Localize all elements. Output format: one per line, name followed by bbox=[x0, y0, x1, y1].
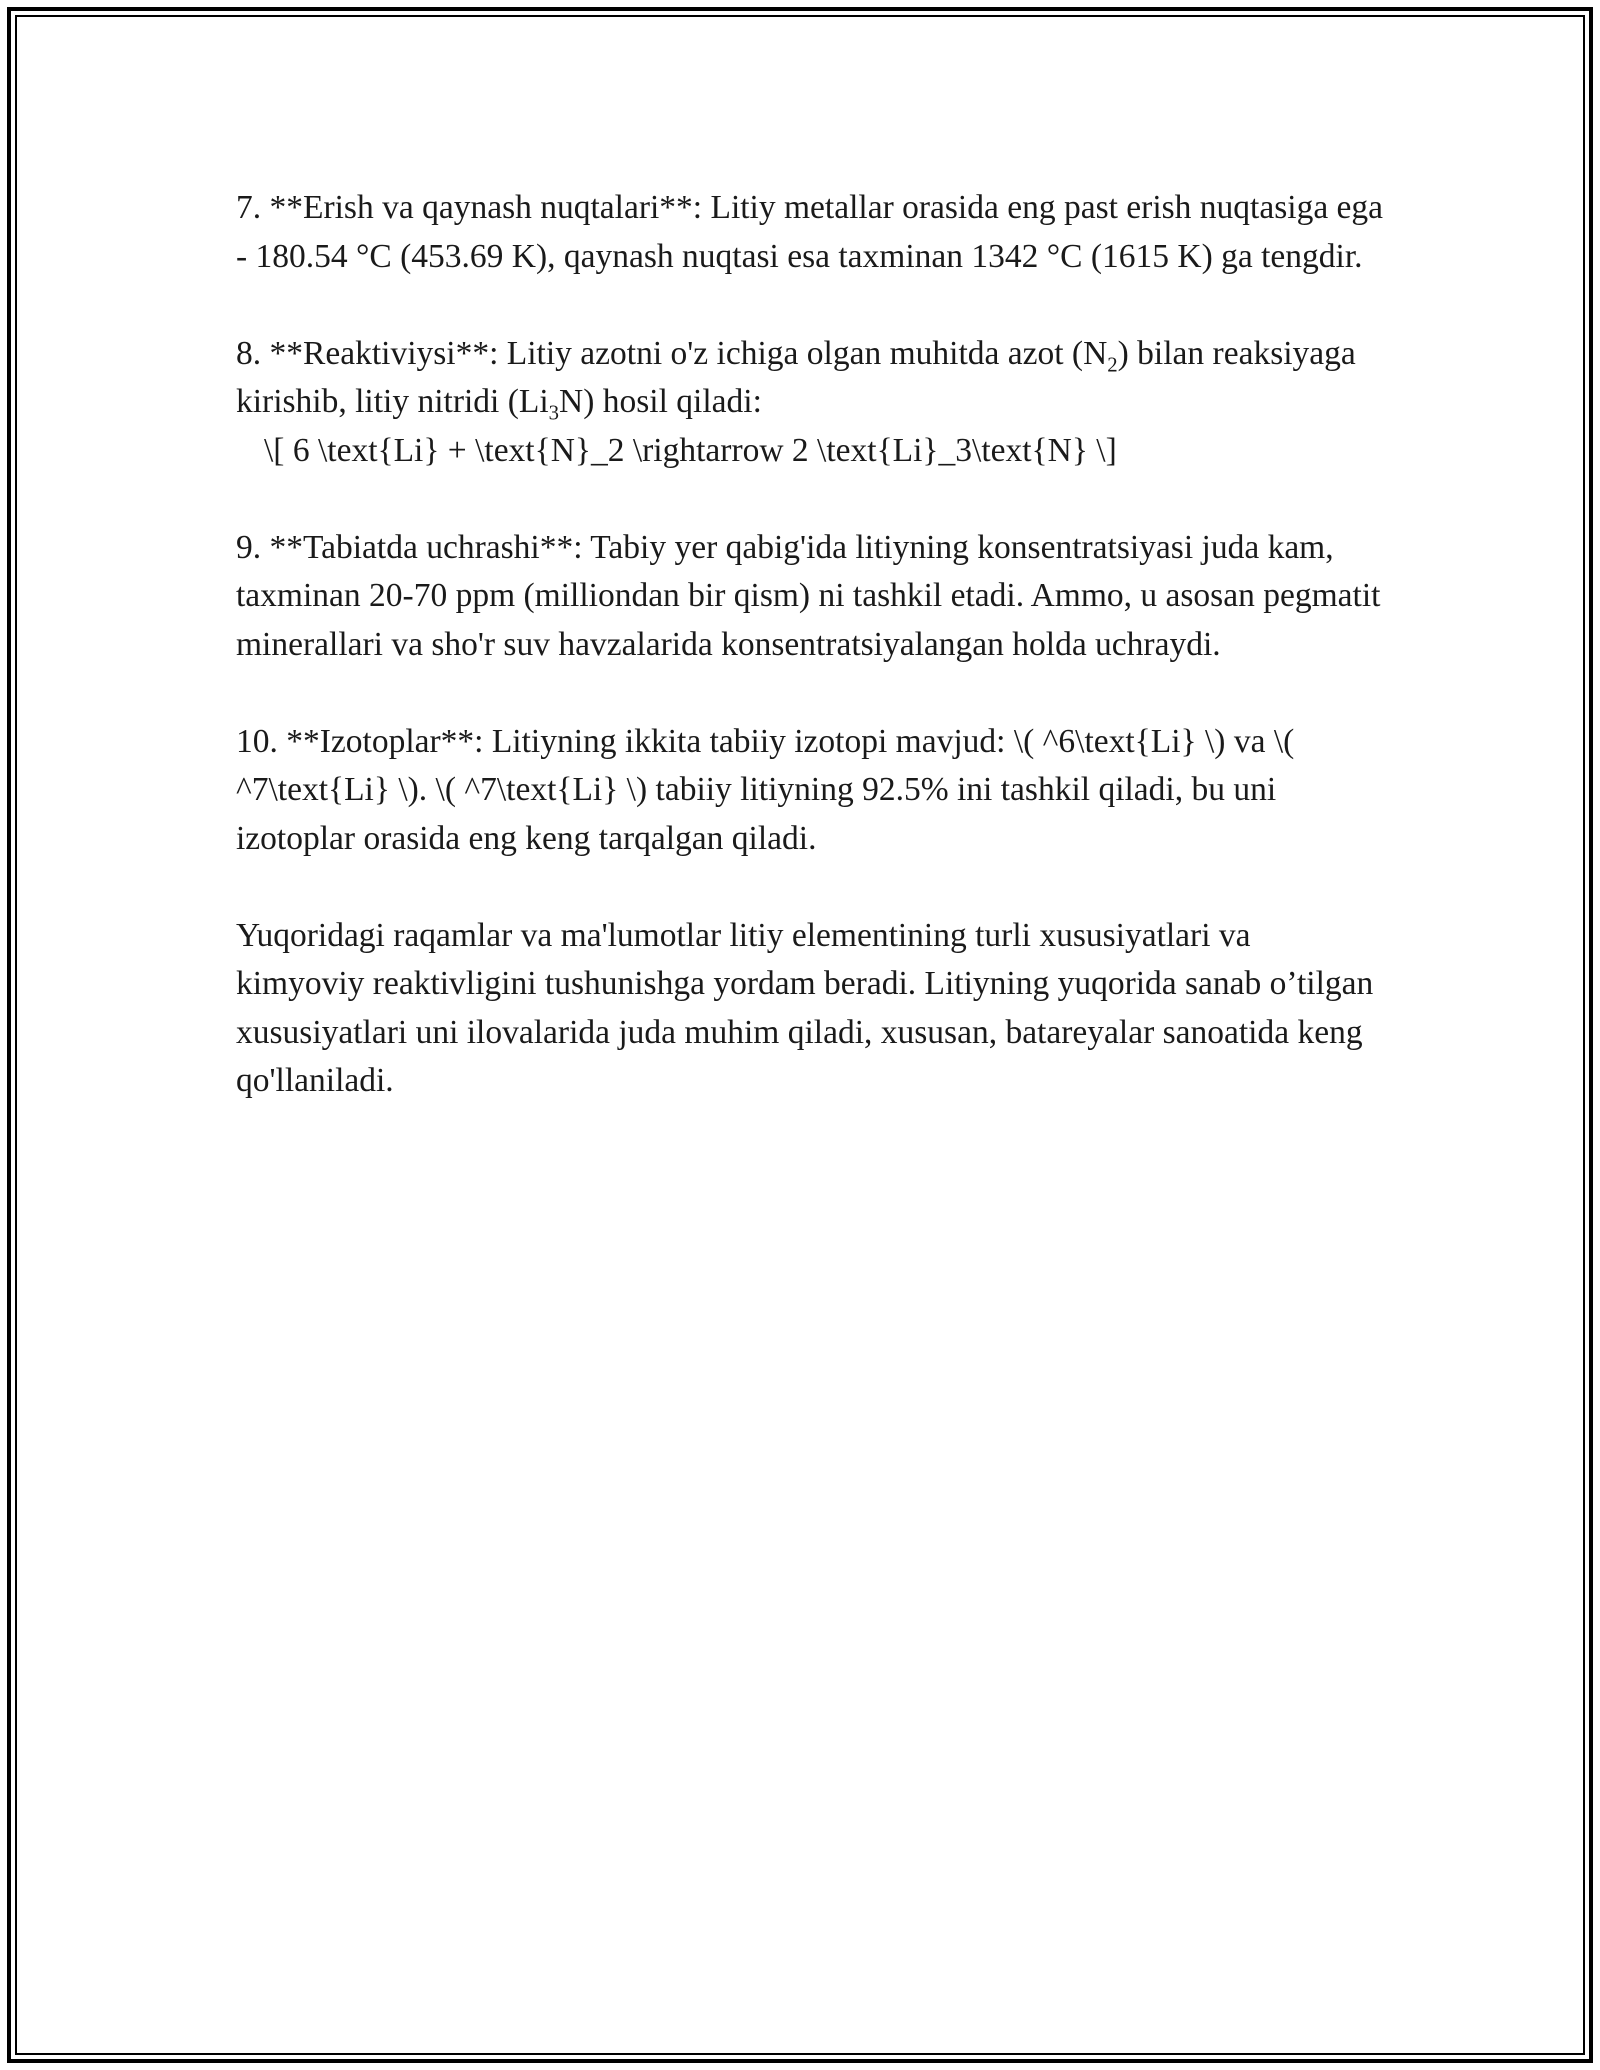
reactivity-text-part2: ) bilan reaksiyaga kirishib, litiy nitridi (Li bbox=[236, 334, 1356, 420]
reactivity-text-part1: 8. **Reaktiviysi**: Litiy azotni o'z ichiga olgan muhitda azot (N bbox=[236, 334, 1108, 372]
paragraph-isotopes: 10. **Izotoplar**: Litiyning ikkita tabiiy izotopi mavjud: \( ^6\text{Li} \) va \( ^7\text{Li} \). \( ^7\text{Li} \) tabiiy litiyning 92.5% ini tashkil qiladi, bu uni izotoplar orasida eng keng tarqalgan qiladi. bbox=[236, 722, 1295, 857]
paragraph-reactivity bbox=[236, 330, 1386, 476]
paragraph-conclusion: Yuqoridagi raqamlar va ma'lumotlar litiy elementining turli xususiyatlari va kimyoviy reaktivligini tushunishga yordam beradi. Litiyning yuqorida sanab o’tilgan xususiyatlari uni ilovalarida juda muhim qiladi, xususan, batareyalar sanoatida keng qo'llaniladi. bbox=[236, 916, 1374, 1099]
paragraph-melting-boiling-points: 7. **Erish va qaynash nuqtalari**: Litiy metallar orasida eng past erish nuqtasiga ega - 180.54 °C (453.69 K), qaynash nuqtasi esa taxminan 1342 °C (1615 K) ga tengdir. bbox=[236, 189, 1384, 275]
subscript-li3: 3 bbox=[548, 401, 560, 425]
paragraph-occurrence-in-nature: 9. **Tabiatda uchrashi**: Tabiy yer qabig'ida litiyning konsentratsiyasi juda kam, taxminan 20-70 ppm (milliondan bir qism) ni tashkil etadi. Ammo, u asosan pegmatit minerallari va sho'r suv havzalarida konsentratsiyalangan holda uchraydi. bbox=[236, 528, 1381, 663]
reactivity-text-part3: N) hosil qiladi: bbox=[559, 383, 762, 420]
document-body bbox=[236, 184, 1386, 1154]
subscript-n2: 2 bbox=[1107, 352, 1118, 376]
reaction-equation: \[ 6 \text{Li} + \text{N}_2 \rightarrow 2 \text{Li}_3\text{N} \] bbox=[264, 431, 1117, 469]
